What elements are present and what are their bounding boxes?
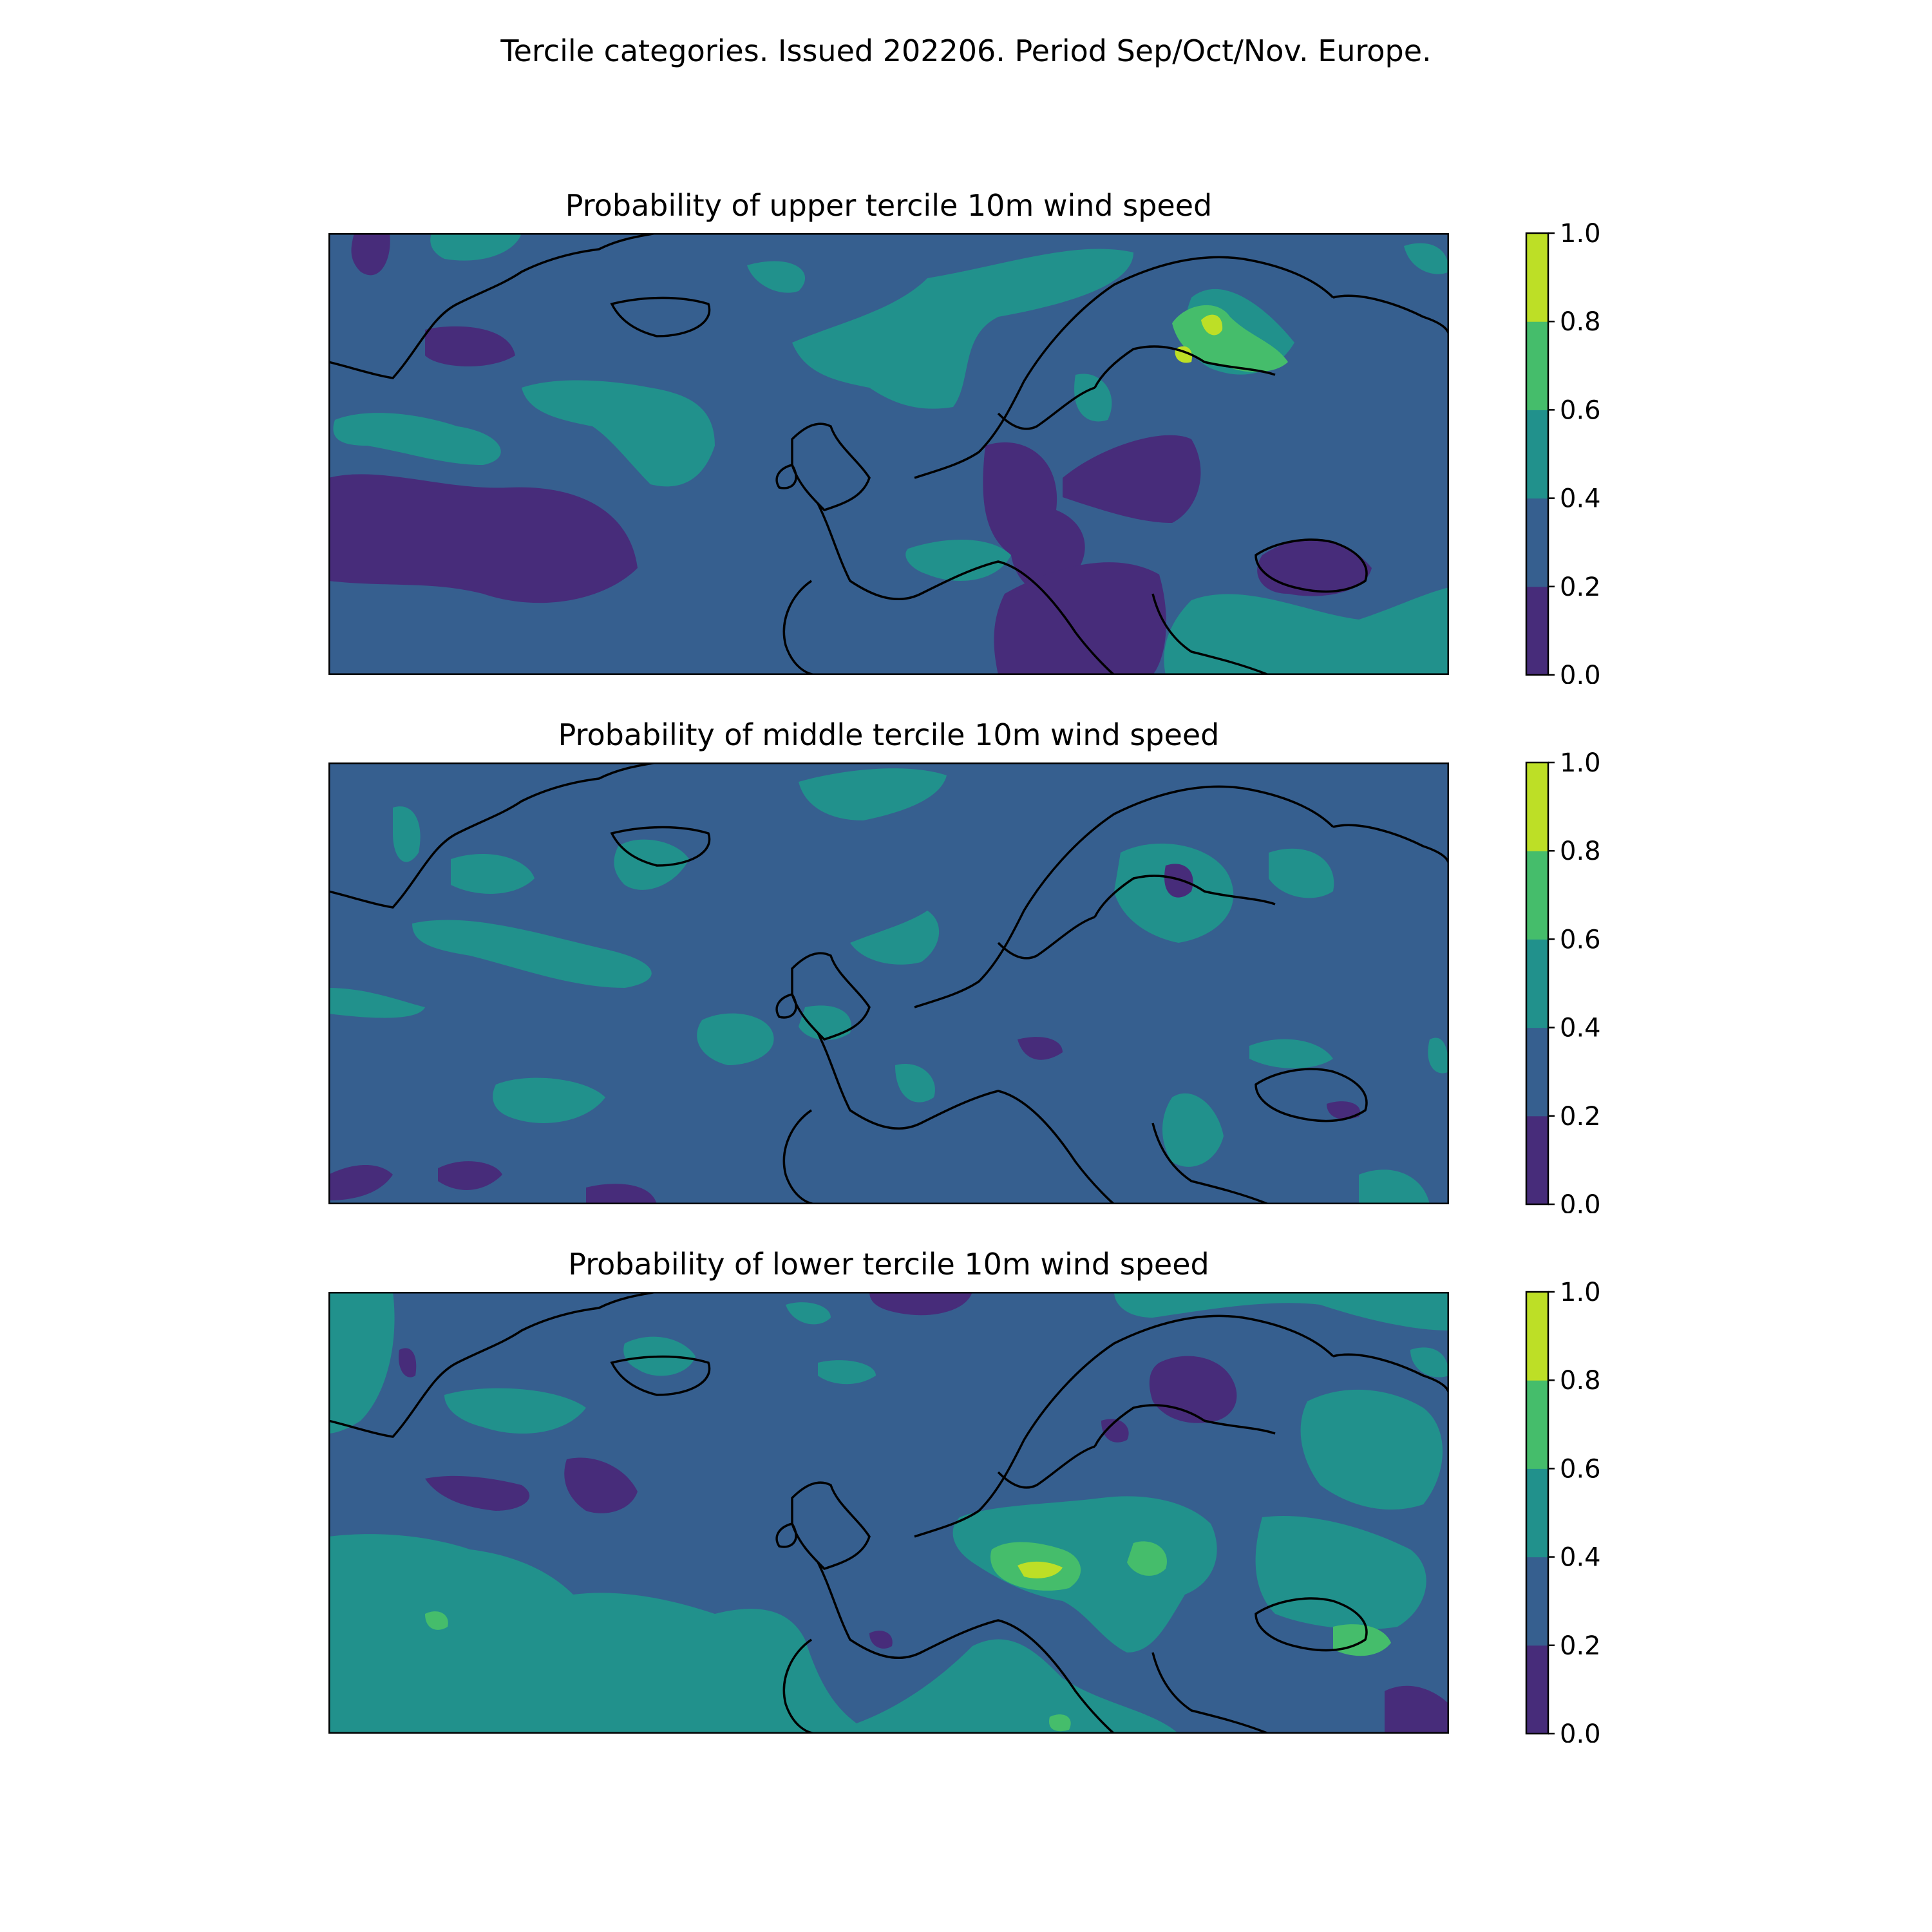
colorbar-tick-label: 0.6	[1560, 395, 1601, 426]
colorbar-tick-label: 0.0	[1560, 661, 1601, 684]
colorbar-lower	[1520, 1279, 1662, 1743]
colorbar-tick-label: 0.0	[1560, 1719, 1601, 1743]
map-upper-tercile	[328, 233, 1449, 675]
colorbar-segment	[1526, 762, 1548, 851]
colorbar-segment	[1526, 410, 1548, 498]
colorbar-tick-label: 0.2	[1560, 572, 1601, 602]
map-middle-tercile	[328, 762, 1449, 1204]
colorbar-tick-label: 0.4	[1560, 1013, 1601, 1043]
colorbar-tick-label: 0.2	[1560, 1101, 1601, 1132]
colorbar-segment	[1526, 1557, 1548, 1646]
colorbar-segment	[1526, 1292, 1548, 1381]
colorbar-segment	[1526, 1468, 1548, 1557]
colorbar-tick-label: 0.4	[1560, 484, 1601, 514]
map-lower-tercile	[328, 1292, 1449, 1734]
field-high	[1049, 1714, 1071, 1731]
colorbar-segment	[1526, 498, 1548, 587]
colorbar-segment	[1526, 1116, 1548, 1205]
panel-title-middle: Probability of middle tercile 10m wind speed	[558, 717, 1220, 752]
colorbar-segment	[1526, 939, 1548, 1028]
colorbar-tick-label: 0.8	[1560, 1366, 1601, 1396]
colorbar-segment	[1526, 587, 1548, 676]
colorbar-tick-label: 0.4	[1560, 1542, 1601, 1573]
colorbar-tick-label: 1.0	[1560, 1279, 1601, 1307]
colorbar-middle	[1520, 750, 1662, 1213]
colorbar-tick-label: 1.0	[1560, 220, 1601, 249]
colorbar-segment	[1526, 1380, 1548, 1469]
colorbar-segment	[1526, 233, 1548, 322]
figure-title: Tercile categories. Issued 202206. Period Sep/Oct/Nov. Europe.	[500, 33, 1432, 68]
colorbar-segment	[1526, 321, 1548, 410]
colorbar-tick-label: 0.6	[1560, 925, 1601, 955]
panel-title-upper: Probability of upper tercile 10m wind speed	[565, 188, 1213, 223]
colorbar-segment	[1526, 851, 1548, 940]
colorbar-tick-label: 1.0	[1560, 750, 1601, 778]
panel-title-lower: Probability of lower tercile 10m wind speed	[568, 1247, 1209, 1282]
colorbar-tick-label: 0.6	[1560, 1454, 1601, 1484]
colorbar-tick-label: 0.0	[1560, 1190, 1601, 1213]
colorbar-segment	[1526, 1645, 1548, 1734]
colorbar-tick-label: 0.8	[1560, 837, 1601, 867]
colorbar-segment	[1526, 1028, 1548, 1117]
colorbar-upper	[1520, 220, 1662, 684]
field-base	[328, 762, 1449, 1204]
colorbar-tick-label: 0.8	[1560, 307, 1601, 337]
colorbar-tick-label: 0.2	[1560, 1631, 1601, 1661]
